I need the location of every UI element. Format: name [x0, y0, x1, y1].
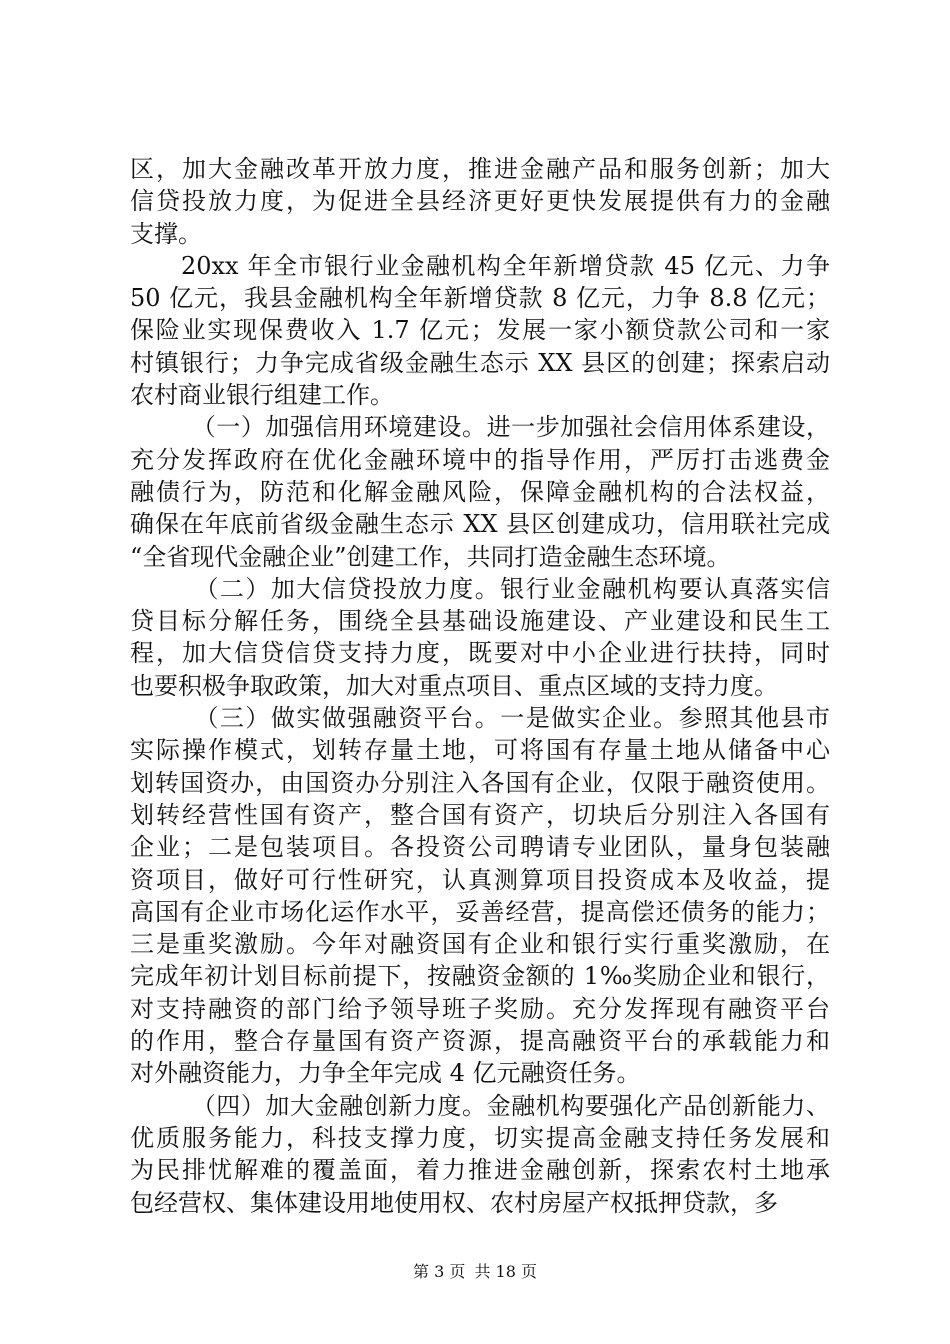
text-line: （二）加大信贷投放力度。银行业金融机构要认真落实信: [130, 574, 830, 603]
paragraph-p-section-1: [130, 411, 830, 572]
text-line: 信贷投放力度，为促进全县经济更好更快发展提供有力的金融: [130, 187, 830, 216]
text-line: 为民排忧解难的覆盖面，着力推进金融创新，探索农村土地承: [130, 1156, 830, 1185]
text-line: 实际操作模式，划转存量土地，可将国有存量土地从储备中心: [130, 736, 830, 765]
paragraph-p-targets: [130, 250, 830, 411]
text-line: 保险业实现保费收入 1.7 亿元；发展一家小额贷款公司和一家: [130, 316, 830, 345]
text-line: （四）加大金融创新力度。金融机构要强化产品创新能力、: [130, 1091, 830, 1120]
text-line: 20xx 年全市银行业金融机构全年新增贷款 45 亿元、力争: [130, 251, 830, 280]
page-footer: [0, 1262, 950, 1282]
page-total: 共 18 页: [474, 1262, 537, 1281]
paragraph-p-closing-prev: [130, 153, 830, 250]
text-line: 对外融资能力，力争全年完成 4 亿元融资任务。: [130, 1059, 641, 1088]
page-number: 第 3 页: [413, 1262, 466, 1281]
text-line: 确保在年底前省级金融生态示 XX 县区创建成功，信用联社完成: [130, 510, 830, 539]
text-line: “全省现代金融企业”创建工作，共同打造金融生态环境。: [130, 542, 731, 571]
text-line: 高国有企业市场化运作水平，妥善经营，提高偿还债务的能力；: [130, 897, 830, 926]
text-line: 完成年初计划目标前提下，按融资金额的 1‰奖励企业和银行，: [130, 962, 830, 991]
text-line: 三是重奖激励。今年对融资国有企业和银行实行重奖激励，在: [130, 930, 830, 959]
text-line: 50 亿元，我县金融机构全年新增贷款 8 亿元，力争 8.8 亿元；: [130, 284, 830, 313]
text-line: 区，加大金融改革开放力度，推进金融产品和服务创新；加大: [130, 155, 830, 183]
text-line: 充分发挥政府在优化金融环境中的指导作用，严厉打击逃费金: [130, 445, 830, 474]
text-line: 优质服务能力，科技支撑力度，切实提高金融支持任务发展和: [130, 1123, 830, 1152]
text-line: 贷目标分解任务，围绕全县基础设施建设、产业建设和民生工: [130, 607, 830, 636]
text-line: 对支持融资的部门给予领导班子奖励。充分发挥现有融资平台: [130, 994, 830, 1023]
text-line: 资项目，做好可行性研究，认真测算项目投资成本及收益，提: [130, 865, 830, 894]
text-line: （三）做实做强融资平台。一是做实企业。参照其他县市: [130, 704, 830, 733]
text-line: 划转经营性国有资产，整合国有资产，切块后分别注入各国有: [130, 800, 830, 829]
text-line: 融债行为，防范和化解金融风险，保障金融机构的合法权益，: [130, 477, 830, 506]
text-line: 包经营权、集体建设用地使用权、农村房屋产权抵押贷款，多: [130, 1188, 778, 1217]
text-line: 划转国资办，由国资办分别注入各国有企业，仅限于融资使用。: [130, 768, 830, 797]
document-body: [130, 153, 830, 1219]
text-line: （一）加强信用环境建设。进一步加强社会信用体系建设，: [130, 413, 830, 442]
text-line: 企业；二是包装项目。各投资公司聘请专业团队，量身包装融: [130, 833, 830, 862]
text-line: 村镇银行；力争完成省级金融生态示 XX 县区的创建；探索启动: [130, 348, 830, 377]
paragraph-p-section-4: [130, 1090, 830, 1219]
paragraph-p-section-2: [130, 573, 830, 702]
text-line: 也要积极争取政策，加大对重点项目、重点区域的支持力度。: [130, 671, 778, 700]
paragraph-p-section-3: [130, 702, 830, 1090]
text-line: 农村商业银行组建工作。: [130, 381, 394, 410]
text-line: 程，加大信贷信贷支持力度，既要对中小企业进行扶持，同时: [130, 639, 830, 668]
text-line: 支撑。: [130, 219, 202, 248]
text-line: 的作用，整合存量国有资产资源，提高融资平台的承载能力和: [130, 1027, 830, 1056]
